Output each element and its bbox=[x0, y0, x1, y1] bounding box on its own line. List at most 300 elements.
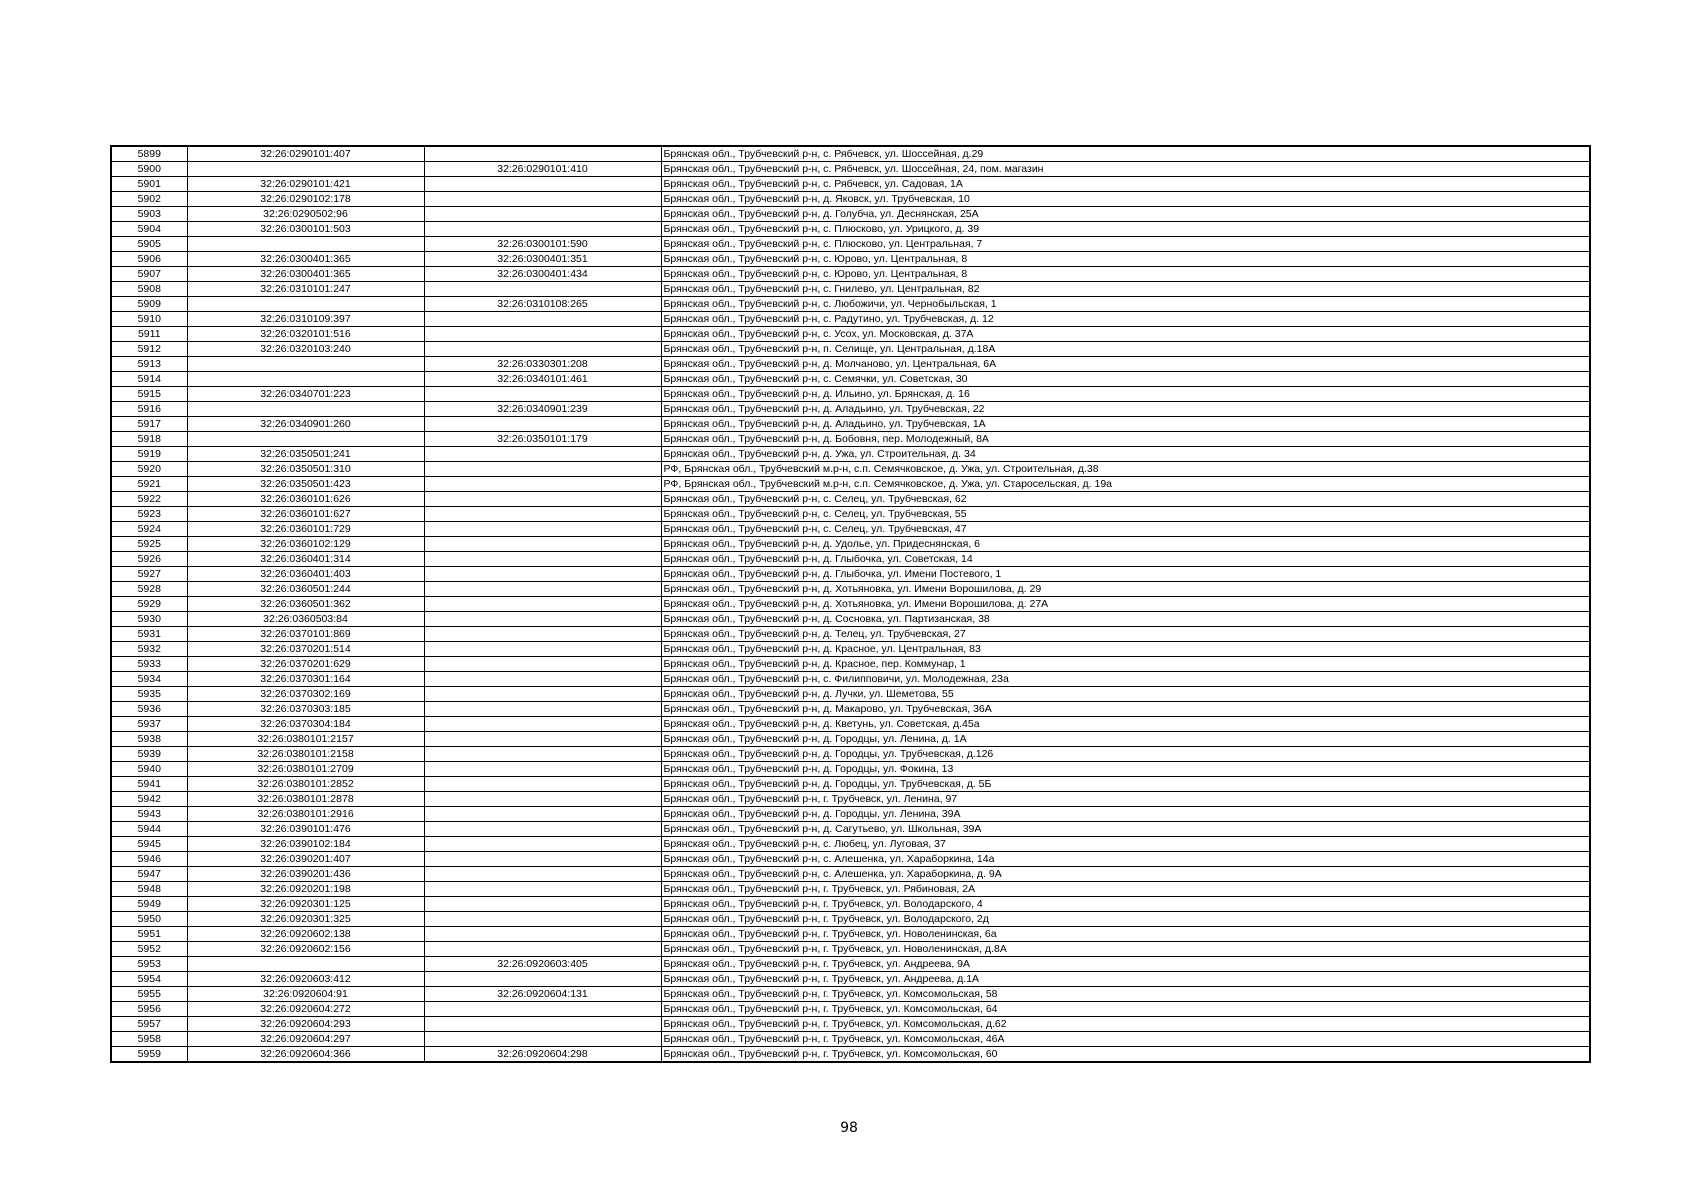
building-number-cell bbox=[424, 1002, 661, 1017]
cadastral-number-cell: 32:26:0380101:2157 bbox=[187, 732, 424, 747]
table-row bbox=[111, 237, 1590, 252]
building-number-cell bbox=[424, 747, 661, 762]
cadastral-number-cell: 32:26:0920604:91 bbox=[187, 987, 424, 1002]
row-number-cell: 5934 bbox=[111, 672, 187, 687]
table-row bbox=[111, 927, 1590, 942]
building-number-cell bbox=[424, 342, 661, 357]
row-number-cell: 5929 bbox=[111, 597, 187, 612]
row-number-cell: 5955 bbox=[111, 987, 187, 1002]
cadastral-number-cell: 32:26:0920301:325 bbox=[187, 912, 424, 927]
table-row bbox=[111, 612, 1590, 627]
row-number-cell: 5920 bbox=[111, 462, 187, 477]
table-row bbox=[111, 942, 1590, 957]
cadastral-number-cell: 32:26:0360101:729 bbox=[187, 522, 424, 537]
building-number-cell bbox=[424, 597, 661, 612]
table-row bbox=[111, 897, 1590, 912]
table-row bbox=[111, 627, 1590, 642]
cadastral-number-cell: 32:26:0380101:2852 bbox=[187, 777, 424, 792]
cadastral-number-cell: 32:26:0350501:241 bbox=[187, 447, 424, 462]
address-cell: РФ, Брянская обл., Трубчевский м.р-н, с.п. Семячковское, д. Ужа, ул. Строительная, д.38 bbox=[661, 462, 1590, 477]
table-row bbox=[111, 732, 1590, 747]
row-number-cell: 5950 bbox=[111, 912, 187, 927]
cadastral-number-cell bbox=[187, 237, 424, 252]
address-cell: Брянская обл., Трубчевский р-н, с. Семячки, ул. Советская, 30 bbox=[661, 372, 1590, 387]
address-cell: Брянская обл., Трубчевский р-н, д. Яковск, ул. Трубчевская, 10 bbox=[661, 192, 1590, 207]
cadastral-number-cell: 32:26:0920604:293 bbox=[187, 1017, 424, 1032]
table-row bbox=[111, 312, 1590, 327]
address-cell: Брянская обл., Трубчевский р-н, г. Трубчевск, ул. Комсомольская, 58 bbox=[661, 987, 1590, 1002]
building-number-cell bbox=[424, 657, 661, 672]
address-cell: Брянская обл., Трубчевский р-н, с. Рябчевск, ул. Шоссейная, д.29 bbox=[661, 146, 1590, 162]
cadastral-number-cell: 32:26:0370304:184 bbox=[187, 717, 424, 732]
table-row bbox=[111, 912, 1590, 927]
building-number-cell: 32:26:0920604:298 bbox=[424, 1047, 661, 1063]
building-number-cell: 32:26:0340901:239 bbox=[424, 402, 661, 417]
cadastral-number-cell: 32:26:0290101:407 bbox=[187, 146, 424, 162]
table-row bbox=[111, 282, 1590, 297]
address-cell: Брянская обл., Трубчевский р-н, д. Бобовня, пер. Молодежный, 8А bbox=[661, 432, 1590, 447]
address-cell: РФ, Брянская обл., Трубчевский м.р-н, с.п. Семячковское, д. Ужа, ул. Старосельская, д. 19а bbox=[661, 477, 1590, 492]
table-row bbox=[111, 792, 1590, 807]
row-number-cell: 5930 bbox=[111, 612, 187, 627]
address-cell: Брянская обл., Трубчевский р-н, д. Городцы, ул. Трубчевская, д.126 bbox=[661, 747, 1590, 762]
table-row bbox=[111, 402, 1590, 417]
table-row bbox=[111, 987, 1590, 1002]
row-number-cell: 5957 bbox=[111, 1017, 187, 1032]
building-number-cell: 32:26:0300401:434 bbox=[424, 267, 661, 282]
table-row bbox=[111, 552, 1590, 567]
table-row bbox=[111, 222, 1590, 237]
building-number-cell: 32:26:0310108:265 bbox=[424, 297, 661, 312]
address-cell: Брянская обл., Трубчевский р-н, с. Рябчевск, ул. Садовая, 1А bbox=[661, 177, 1590, 192]
address-cell: Брянская обл., Трубчевский р-н, д. Лучки, ул. Шеметова, 55 bbox=[661, 687, 1590, 702]
address-cell: Брянская обл., Трубчевский р-н, г. Трубчевск, ул. Комсомольская, 46А bbox=[661, 1032, 1590, 1047]
address-cell: Брянская обл., Трубчевский р-н, д. Глыбочка, ул. Советская, 14 bbox=[661, 552, 1590, 567]
building-number-cell bbox=[424, 687, 661, 702]
building-number-cell bbox=[424, 942, 661, 957]
cadastral-number-cell: 32:26:0360501:362 bbox=[187, 597, 424, 612]
table-row bbox=[111, 146, 1590, 162]
building-number-cell bbox=[424, 732, 661, 747]
table-row bbox=[111, 702, 1590, 717]
address-cell: Брянская обл., Трубчевский р-н, г. Трубчевск, ул. Новоленинская, 6а bbox=[661, 927, 1590, 942]
cadastral-number-cell: 32:26:0920602:138 bbox=[187, 927, 424, 942]
cadastral-number-cell: 32:26:0290502:96 bbox=[187, 207, 424, 222]
address-cell: Брянская обл., Трубчевский р-н, с. Гнилево, ул. Центральная, 82 bbox=[661, 282, 1590, 297]
row-number-cell: 5931 bbox=[111, 627, 187, 642]
cadastral-number-cell: 32:26:0380101:2878 bbox=[187, 792, 424, 807]
building-number-cell: 32:26:0340101:461 bbox=[424, 372, 661, 387]
address-cell: Брянская обл., Трубчевский р-н, с. Селец, ул. Трубчевская, 62 bbox=[661, 492, 1590, 507]
address-cell: Брянская обл., Трубчевский р-н, п. Селище, ул. Центральная, д.18А bbox=[661, 342, 1590, 357]
row-number-cell: 5908 bbox=[111, 282, 187, 297]
table-row bbox=[111, 762, 1590, 777]
address-cell: Брянская обл., Трубчевский р-н, д. Аладьино, ул. Трубчевская, 1А bbox=[661, 417, 1590, 432]
row-number-cell: 5917 bbox=[111, 417, 187, 432]
address-cell: Брянская обл., Трубчевский р-н, с. Любец, ул. Луговая, 37 bbox=[661, 837, 1590, 852]
row-number-cell: 5911 bbox=[111, 327, 187, 342]
row-number-cell: 5951 bbox=[111, 927, 187, 942]
cadastral-number-cell: 32:26:0340701:223 bbox=[187, 387, 424, 402]
row-number-cell: 5919 bbox=[111, 447, 187, 462]
address-cell: Брянская обл., Трубчевский р-н, д. Ильино, ул. Брянская, д. 16 bbox=[661, 387, 1590, 402]
table-row bbox=[111, 642, 1590, 657]
building-number-cell bbox=[424, 327, 661, 342]
cadastral-number-cell: 32:26:0290101:421 bbox=[187, 177, 424, 192]
row-number-cell: 5945 bbox=[111, 837, 187, 852]
building-number-cell bbox=[424, 612, 661, 627]
address-cell: Брянская обл., Трубчевский р-н, г. Трубчевск, ул. Володарского, 4 bbox=[661, 897, 1590, 912]
row-number-cell: 5906 bbox=[111, 252, 187, 267]
cadastral-number-cell: 32:26:0390201:436 bbox=[187, 867, 424, 882]
cadastral-number-cell: 32:26:0920604:272 bbox=[187, 1002, 424, 1017]
address-cell: Брянская обл., Трубчевский р-н, д. Городцы, ул. Ленина, д. 1А bbox=[661, 732, 1590, 747]
building-number-cell bbox=[424, 972, 661, 987]
table-row bbox=[111, 177, 1590, 192]
building-number-cell bbox=[424, 222, 661, 237]
building-number-cell: 32:26:0920604:131 bbox=[424, 987, 661, 1002]
row-number-cell: 5956 bbox=[111, 1002, 187, 1017]
address-cell: Брянская обл., Трубчевский р-н, д. Глыбочка, ул. Имени Постевого, 1 bbox=[661, 567, 1590, 582]
table-row bbox=[111, 747, 1590, 762]
building-number-cell: 32:26:0300401:351 bbox=[424, 252, 661, 267]
cadastral-number-cell: 32:26:0920301:125 bbox=[187, 897, 424, 912]
building-number-cell bbox=[424, 882, 661, 897]
row-number-cell: 5923 bbox=[111, 507, 187, 522]
address-cell: Брянская обл., Трубчевский р-н, с. Любожичи, ул. Чернобыльская, 1 bbox=[661, 297, 1590, 312]
table-row bbox=[111, 297, 1590, 312]
cadastral-number-cell: 32:26:0360401:314 bbox=[187, 552, 424, 567]
table-row bbox=[111, 447, 1590, 462]
table-row bbox=[111, 1017, 1590, 1032]
table-row bbox=[111, 507, 1590, 522]
building-number-cell bbox=[424, 717, 661, 732]
building-number-cell: 32:26:0920603:405 bbox=[424, 957, 661, 972]
table-body bbox=[111, 146, 1590, 1062]
table-row bbox=[111, 432, 1590, 447]
building-number-cell bbox=[424, 702, 661, 717]
address-cell: Брянская обл., Трубчевский р-н, с. Плюсково, ул. Центральная, 7 bbox=[661, 237, 1590, 252]
building-number-cell bbox=[424, 777, 661, 792]
cadastral-number-cell: 32:26:0380101:2916 bbox=[187, 807, 424, 822]
cadastral-number-cell bbox=[187, 372, 424, 387]
table-row bbox=[111, 972, 1590, 987]
building-number-cell bbox=[424, 792, 661, 807]
address-cell: Брянская обл., Трубчевский р-н, д. Молчаново, ул. Центральная, 6А bbox=[661, 357, 1590, 372]
table-row bbox=[111, 417, 1590, 432]
table-row bbox=[111, 1032, 1590, 1047]
address-cell: Брянская обл., Трубчевский р-н, д. Телец, ул. Трубчевская, 27 bbox=[661, 627, 1590, 642]
cadastral-number-cell: 32:26:0390201:407 bbox=[187, 852, 424, 867]
building-number-cell bbox=[424, 912, 661, 927]
row-number-cell: 5901 bbox=[111, 177, 187, 192]
table-row bbox=[111, 252, 1590, 267]
address-cell: Брянская обл., Трубчевский р-н, с. Юрово, ул. Центральная, 8 bbox=[661, 252, 1590, 267]
building-number-cell bbox=[424, 177, 661, 192]
cadastral-number-cell: 32:26:0380101:2709 bbox=[187, 762, 424, 777]
table-row bbox=[111, 687, 1590, 702]
table-row bbox=[111, 777, 1590, 792]
table-row bbox=[111, 1047, 1590, 1063]
address-cell: Брянская обл., Трубчевский р-н, с. Филипповичи, ул. Молодежная, 23а bbox=[661, 672, 1590, 687]
cadastral-number-cell: 32:26:0310101:247 bbox=[187, 282, 424, 297]
row-number-cell: 5932 bbox=[111, 642, 187, 657]
table-row bbox=[111, 717, 1590, 732]
cadastral-number-cell: 32:26:0920201:198 bbox=[187, 882, 424, 897]
cadastral-number-cell: 32:26:0370302:169 bbox=[187, 687, 424, 702]
cadastral-number-cell: 32:26:0300101:503 bbox=[187, 222, 424, 237]
address-cell: Брянская обл., Трубчевский р-н, г. Трубчевск, ул. Комсомольская, 64 bbox=[661, 1002, 1590, 1017]
address-cell: Брянская обл., Трубчевский р-н, д. Сосновка, ул. Партизанская, 38 bbox=[661, 612, 1590, 627]
cadastral-number-cell: 32:26:0360501:244 bbox=[187, 582, 424, 597]
table-row bbox=[111, 657, 1590, 672]
table-row bbox=[111, 387, 1590, 402]
table-row bbox=[111, 522, 1590, 537]
address-cell: Брянская обл., Трубчевский р-н, г. Трубчевск, ул. Комсомольская, 60 bbox=[661, 1047, 1590, 1063]
row-number-cell: 5941 bbox=[111, 777, 187, 792]
building-number-cell bbox=[424, 552, 661, 567]
row-number-cell: 5943 bbox=[111, 807, 187, 822]
table-row bbox=[111, 672, 1590, 687]
row-number-cell: 5944 bbox=[111, 822, 187, 837]
row-number-cell: 5926 bbox=[111, 552, 187, 567]
address-cell: Брянская обл., Трубчевский р-н, д. Хотьяновка, ул. Имени Ворошилова, д. 27А bbox=[661, 597, 1590, 612]
row-number-cell: 5909 bbox=[111, 297, 187, 312]
table-row bbox=[111, 867, 1590, 882]
building-number-cell bbox=[424, 822, 661, 837]
table-row bbox=[111, 207, 1590, 222]
address-cell: Брянская обл., Трубчевский р-н, г. Трубчевск, ул. Комсомольская, д.62 bbox=[661, 1017, 1590, 1032]
building-number-cell: 32:26:0330301:208 bbox=[424, 357, 661, 372]
table-row bbox=[111, 372, 1590, 387]
table-row bbox=[111, 192, 1590, 207]
row-number-cell: 5933 bbox=[111, 657, 187, 672]
address-cell: Брянская обл., Трубчевский р-н, д. Хотьяновка, ул. Имени Ворошилова, д. 29 bbox=[661, 582, 1590, 597]
row-number-cell: 5925 bbox=[111, 537, 187, 552]
table-row bbox=[111, 162, 1590, 177]
address-cell: Брянская обл., Трубчевский р-н, г. Трубчевск, ул. Андреева, 9А bbox=[661, 957, 1590, 972]
cadastral-number-cell: 32:26:0310109:397 bbox=[187, 312, 424, 327]
table-row bbox=[111, 567, 1590, 582]
row-number-cell: 5916 bbox=[111, 402, 187, 417]
row-number-cell: 5953 bbox=[111, 957, 187, 972]
cadastral-number-cell: 32:26:0320101:516 bbox=[187, 327, 424, 342]
address-cell: Брянская обл., Трубчевский р-н, д. Городцы, ул. Фокина, 13 bbox=[661, 762, 1590, 777]
cadastral-number-cell bbox=[187, 402, 424, 417]
building-number-cell bbox=[424, 807, 661, 822]
cadastral-number-cell: 32:26:0350501:310 bbox=[187, 462, 424, 477]
building-number-cell bbox=[424, 627, 661, 642]
cadastral-number-cell: 32:26:0350501:423 bbox=[187, 477, 424, 492]
cadastral-number-cell bbox=[187, 957, 424, 972]
row-number-cell: 5947 bbox=[111, 867, 187, 882]
row-number-cell: 5914 bbox=[111, 372, 187, 387]
cadastral-number-cell: 32:26:0920603:412 bbox=[187, 972, 424, 987]
row-number-cell: 5910 bbox=[111, 312, 187, 327]
address-cell: Брянская обл., Трубчевский р-н, с. Алешенка, ул. Хараборкина, д. 9А bbox=[661, 867, 1590, 882]
row-number-cell: 5905 bbox=[111, 237, 187, 252]
address-cell: Брянская обл., Трубчевский р-н, д. Городцы, ул. Трубчевская, д. 5Б bbox=[661, 777, 1590, 792]
row-number-cell: 5913 bbox=[111, 357, 187, 372]
address-cell: Брянская обл., Трубчевский р-н, с. Усох, ул. Московская, д. 37А bbox=[661, 327, 1590, 342]
row-number-cell: 5928 bbox=[111, 582, 187, 597]
cadastral-number-cell: 32:26:0290102:178 bbox=[187, 192, 424, 207]
building-number-cell bbox=[424, 672, 661, 687]
row-number-cell: 5922 bbox=[111, 492, 187, 507]
cadastral-number-cell: 32:26:0340901:260 bbox=[187, 417, 424, 432]
cadastral-number-cell bbox=[187, 297, 424, 312]
cadastral-number-cell: 32:26:0920604:297 bbox=[187, 1032, 424, 1047]
row-number-cell: 5948 bbox=[111, 882, 187, 897]
address-cell: Брянская обл., Трубчевский р-н, с. Рябчевск, ул. Шоссейная, 24, пом. магазин bbox=[661, 162, 1590, 177]
page-number: 98 bbox=[840, 1120, 858, 1136]
address-cell: Брянская обл., Трубчевский р-н, д. Аладьино, ул. Трубчевская, 22 bbox=[661, 402, 1590, 417]
row-number-cell: 5959 bbox=[111, 1047, 187, 1063]
building-number-cell bbox=[424, 192, 661, 207]
table-row bbox=[111, 477, 1590, 492]
row-number-cell: 5938 bbox=[111, 732, 187, 747]
building-number-cell bbox=[424, 207, 661, 222]
building-number-cell bbox=[424, 852, 661, 867]
cadastral-number-cell: 32:26:0360401:403 bbox=[187, 567, 424, 582]
address-cell: Брянская обл., Трубчевский р-н, с. Алешенка, ул. Хараборкина, 14а bbox=[661, 852, 1590, 867]
row-number-cell: 5907 bbox=[111, 267, 187, 282]
building-number-cell bbox=[424, 642, 661, 657]
cadastral-number-cell: 32:26:0370301:164 bbox=[187, 672, 424, 687]
cadastral-number-cell: 32:26:0320103:240 bbox=[187, 342, 424, 357]
table-row bbox=[111, 267, 1590, 282]
table-row bbox=[111, 537, 1590, 552]
row-number-cell: 5912 bbox=[111, 342, 187, 357]
table-row bbox=[111, 957, 1590, 972]
table-row bbox=[111, 837, 1590, 852]
building-number-cell bbox=[424, 762, 661, 777]
table-row bbox=[111, 807, 1590, 822]
row-number-cell: 5936 bbox=[111, 702, 187, 717]
cadastral-number-cell: 32:26:0360102:129 bbox=[187, 537, 424, 552]
building-number-cell bbox=[424, 567, 661, 582]
building-number-cell bbox=[424, 867, 661, 882]
address-cell: Брянская обл., Трубчевский р-н, г. Трубчевск, ул. Ленина, 97 bbox=[661, 792, 1590, 807]
cadastral-number-cell bbox=[187, 432, 424, 447]
cadastral-number-cell: 32:26:0370101:869 bbox=[187, 627, 424, 642]
address-cell: Брянская обл., Трубчевский р-н, д. Сагутьево, ул. Школьная, 39А bbox=[661, 822, 1590, 837]
table-row bbox=[111, 357, 1590, 372]
cadastral-table bbox=[110, 145, 1591, 1063]
building-number-cell bbox=[424, 462, 661, 477]
row-number-cell: 5942 bbox=[111, 792, 187, 807]
cadastral-number-cell: 32:26:0360101:627 bbox=[187, 507, 424, 522]
row-number-cell: 5921 bbox=[111, 477, 187, 492]
table-row bbox=[111, 582, 1590, 597]
row-number-cell: 5949 bbox=[111, 897, 187, 912]
address-cell: Брянская обл., Трубчевский р-н, г. Трубчевск, ул. Володарского, 2д bbox=[661, 912, 1590, 927]
building-number-cell bbox=[424, 1032, 661, 1047]
row-number-cell: 5958 bbox=[111, 1032, 187, 1047]
cadastral-number-cell: 32:26:0370303:185 bbox=[187, 702, 424, 717]
cadastral-number-cell: 32:26:0920604:366 bbox=[187, 1047, 424, 1063]
row-number-cell: 5937 bbox=[111, 717, 187, 732]
building-number-cell bbox=[424, 146, 661, 162]
building-number-cell bbox=[424, 897, 661, 912]
building-number-cell bbox=[424, 582, 661, 597]
cadastral-number-cell: 32:26:0920602:156 bbox=[187, 942, 424, 957]
building-number-cell bbox=[424, 477, 661, 492]
address-cell: Брянская обл., Трубчевский р-н, д. Ужа, ул. Строительная, д. 34 bbox=[661, 447, 1590, 462]
address-cell: Брянская обл., Трубчевский р-н, г. Трубчевск, ул. Андреева, д.1А bbox=[661, 972, 1590, 987]
table-row bbox=[111, 492, 1590, 507]
address-cell: Брянская обл., Трубчевский р-н, д. Городцы, ул. Ленина, 39А bbox=[661, 807, 1590, 822]
cadastral-number-cell: 32:26:0390101:476 bbox=[187, 822, 424, 837]
row-number-cell: 5900 bbox=[111, 162, 187, 177]
table-row bbox=[111, 597, 1590, 612]
address-cell: Брянская обл., Трубчевский р-н, д. Красное, пер. Коммунар, 1 bbox=[661, 657, 1590, 672]
building-number-cell bbox=[424, 837, 661, 852]
table-row bbox=[111, 852, 1590, 867]
building-number-cell bbox=[424, 1017, 661, 1032]
cadastral-number-cell: 32:26:0360101:626 bbox=[187, 492, 424, 507]
cadastral-number-cell bbox=[187, 162, 424, 177]
cadastral-number-cell: 32:26:0300401:365 bbox=[187, 252, 424, 267]
building-number-cell bbox=[424, 282, 661, 297]
table-row bbox=[111, 342, 1590, 357]
address-cell: Брянская обл., Трубчевский р-н, с. Селец, ул. Трубчевская, 55 bbox=[661, 507, 1590, 522]
building-number-cell bbox=[424, 927, 661, 942]
building-number-cell bbox=[424, 507, 661, 522]
row-number-cell: 5946 bbox=[111, 852, 187, 867]
building-number-cell: 32:26:0290101:410 bbox=[424, 162, 661, 177]
address-cell: Брянская обл., Трубчевский р-н, с. Селец, ул. Трубчевская, 47 bbox=[661, 522, 1590, 537]
cadastral-number-cell: 32:26:0380101:2158 bbox=[187, 747, 424, 762]
cadastral-number-cell: 32:26:0390102:184 bbox=[187, 837, 424, 852]
address-cell: Брянская обл., Трубчевский р-н, г. Трубчевск, ул. Рябиновая, 2А bbox=[661, 882, 1590, 897]
cadastral-number-cell: 32:26:0360503:84 bbox=[187, 612, 424, 627]
building-number-cell bbox=[424, 312, 661, 327]
building-number-cell bbox=[424, 522, 661, 537]
table-row bbox=[111, 882, 1590, 897]
building-number-cell: 32:26:0350101:179 bbox=[424, 432, 661, 447]
row-number-cell: 5902 bbox=[111, 192, 187, 207]
row-number-cell: 5915 bbox=[111, 387, 187, 402]
address-cell: Брянская обл., Трубчевский р-н, с. Плюсково, ул. Урицкого, д. 39 bbox=[661, 222, 1590, 237]
building-number-cell bbox=[424, 492, 661, 507]
row-number-cell: 5918 bbox=[111, 432, 187, 447]
row-number-cell: 5904 bbox=[111, 222, 187, 237]
row-number-cell: 5939 bbox=[111, 747, 187, 762]
row-number-cell: 5903 bbox=[111, 207, 187, 222]
cadastral-number-cell: 32:26:0300401:365 bbox=[187, 267, 424, 282]
building-number-cell bbox=[424, 387, 661, 402]
building-number-cell bbox=[424, 537, 661, 552]
cadastral-number-cell bbox=[187, 357, 424, 372]
building-number-cell: 32:26:0300101:590 bbox=[424, 237, 661, 252]
row-number-cell: 5940 bbox=[111, 762, 187, 777]
building-number-cell bbox=[424, 447, 661, 462]
row-number-cell: 5935 bbox=[111, 687, 187, 702]
address-cell: Брянская обл., Трубчевский р-н, д. Голубча, ул. Деснянская, 25А bbox=[661, 207, 1590, 222]
address-cell: Брянская обл., Трубчевский р-н, г. Трубчевск, ул. Новоленинская, д.8А bbox=[661, 942, 1590, 957]
address-cell: Брянская обл., Трубчевский р-н, д. Красное, ул. Центральная, 83 bbox=[661, 642, 1590, 657]
table-row bbox=[111, 822, 1590, 837]
row-number-cell: 5899 bbox=[111, 146, 187, 162]
building-number-cell bbox=[424, 417, 661, 432]
row-number-cell: 5952 bbox=[111, 942, 187, 957]
address-cell: Брянская обл., Трубчевский р-н, с. Радутино, ул. Трубчевская, д. 12 bbox=[661, 312, 1590, 327]
address-cell: Брянская обл., Трубчевский р-н, д. Кветунь, ул. Советская, д.45а bbox=[661, 717, 1590, 732]
address-cell: Брянская обл., Трубчевский р-н, с. Юрово, ул. Центральная, 8 bbox=[661, 267, 1590, 282]
cadastral-number-cell: 32:26:0370201:514 bbox=[187, 642, 424, 657]
table-row bbox=[111, 327, 1590, 342]
